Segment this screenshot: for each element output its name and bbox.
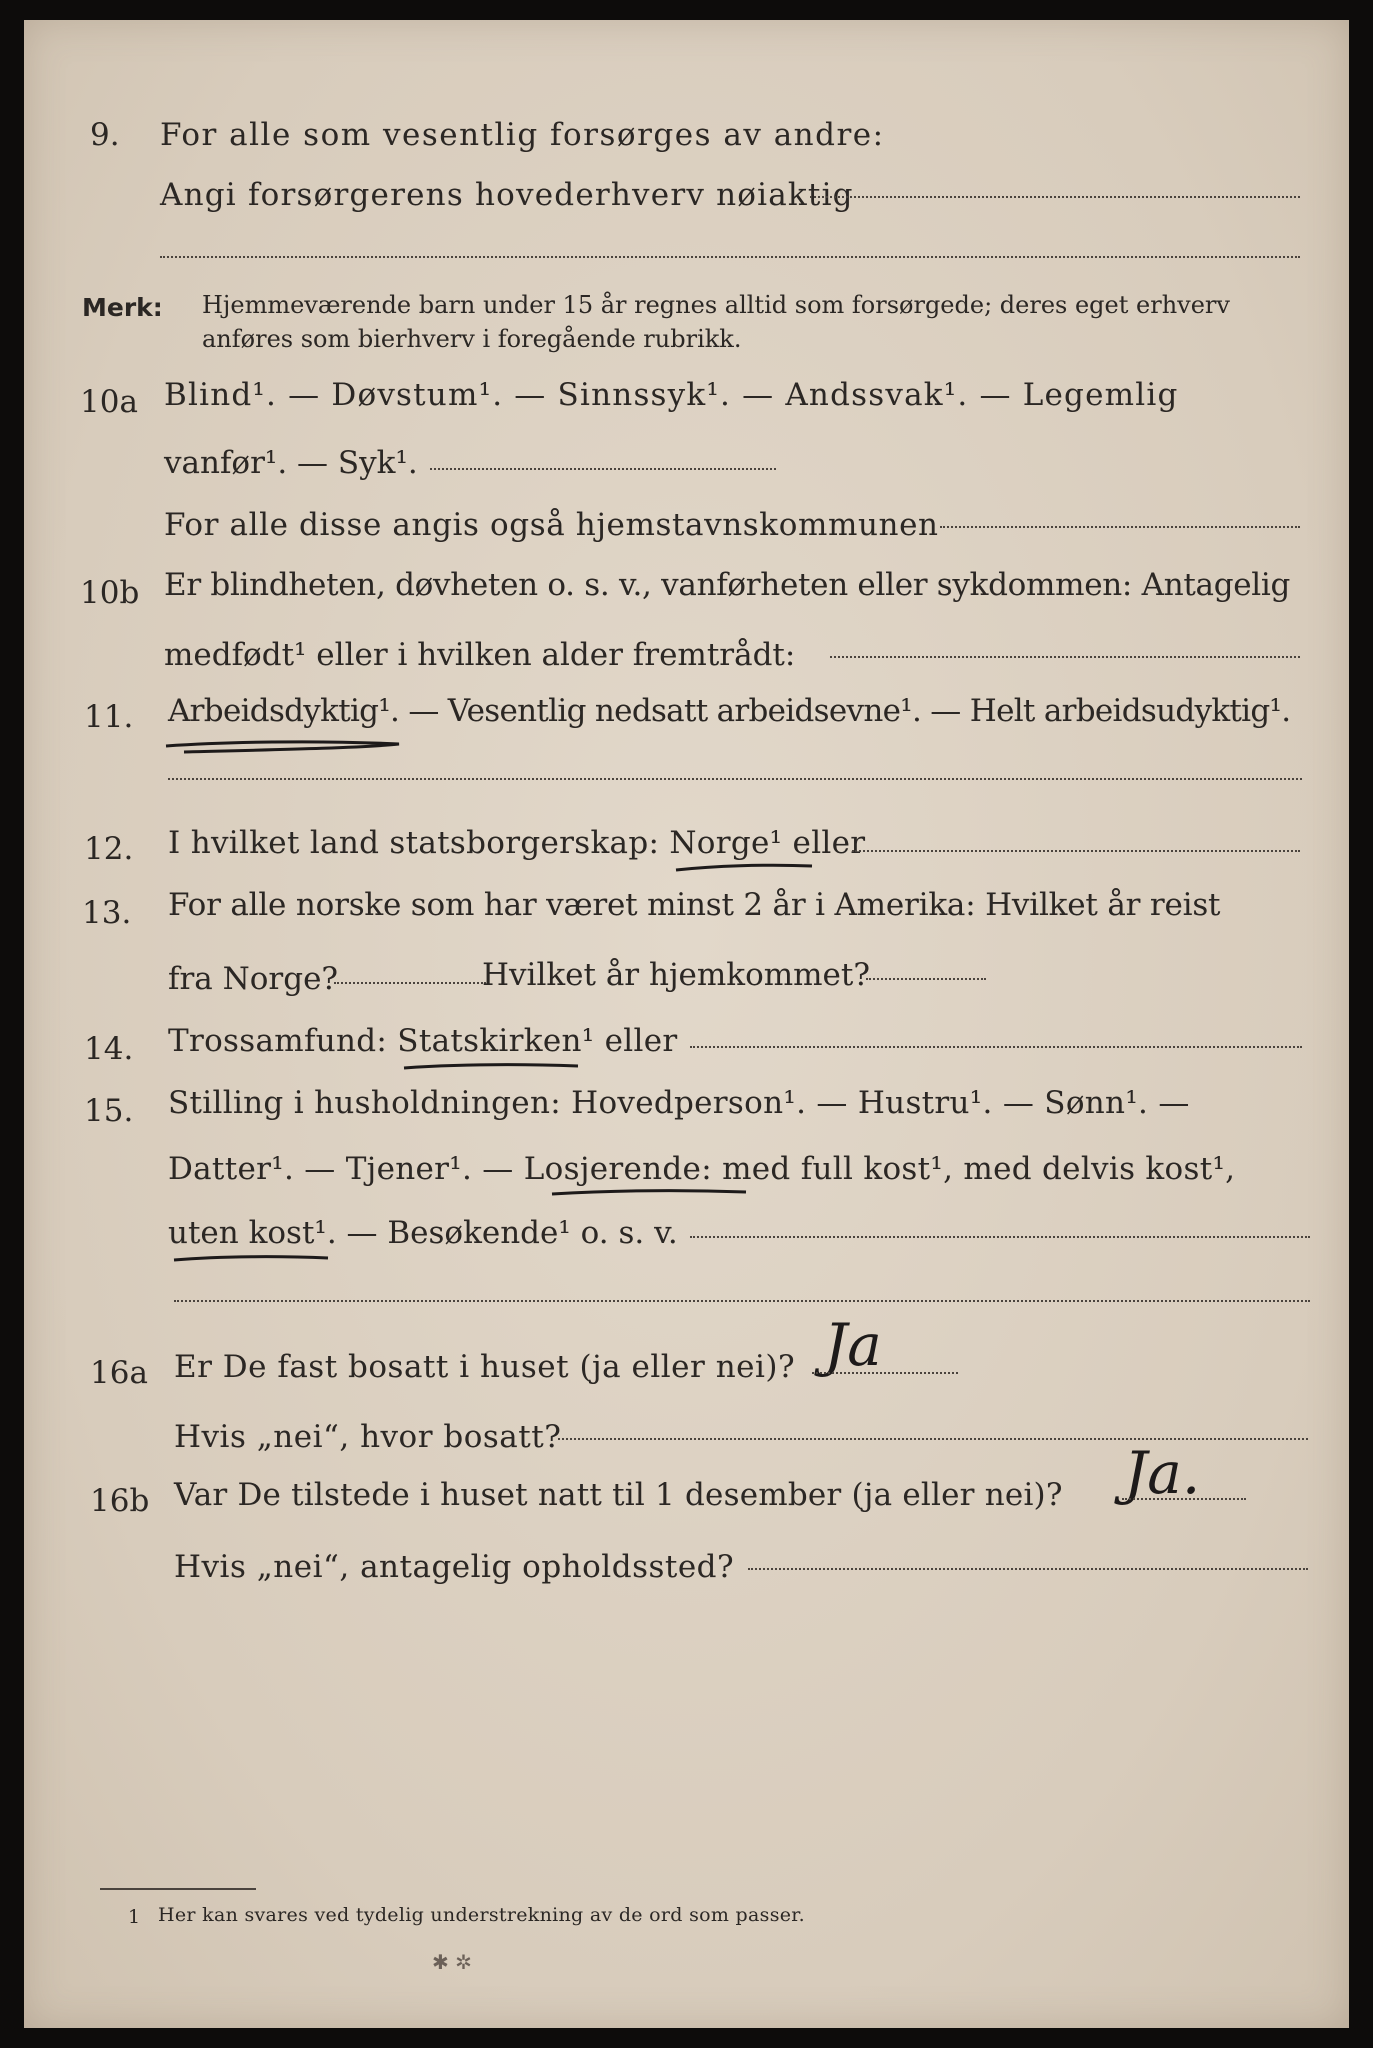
question-12-number: 12.: [84, 831, 134, 867]
question-11-answer-line[interactable]: [168, 778, 1302, 780]
merk-line2: anføres som bierhverv i foregående rubrikk.: [202, 325, 742, 353]
question-16b-line2: Hvis „nei“, antagelig opholdssted?: [174, 1549, 735, 1585]
question-10b-answer-line[interactable]: [830, 656, 1300, 658]
question-15-line1: Stilling i husholdningen: Hovedperson¹. — Hustru¹. — Sønn¹. —: [168, 1085, 1190, 1121]
question-16a-number: 16a: [90, 1355, 148, 1391]
question-10a-number: 10a: [80, 384, 138, 420]
merk-line1: Hjemmeværende barn under 15 år regnes alltid som forsørgede; deres eget erhverv: [202, 291, 1230, 319]
question-13-number: 13.: [82, 895, 132, 931]
merk-label: Merk:: [82, 293, 163, 322]
question-12-line1: I hvilket land statsborgerskap: Norge¹ eller: [168, 825, 866, 861]
question-9-answer-line[interactable]: [810, 196, 1300, 198]
question-15-line3: uten kost¹. — Besøkende¹ o. s. v.: [168, 1215, 678, 1251]
question-15-answer-line[interactable]: [690, 1236, 1310, 1238]
handwritten-answer-16b: Ja.: [1124, 1439, 1201, 1507]
question-9-line1: For alle som vesentlig forsørges av andre:: [160, 117, 885, 153]
question-16a-answer-line[interactable]: [812, 1372, 958, 1374]
question-9-answer-line-2[interactable]: [160, 256, 1300, 258]
question-10a-line3: For alle disse angis også hjemstavnskommunen: [164, 507, 939, 543]
underline-statskirken: [402, 1060, 582, 1078]
question-13-year-return-line[interactable]: [866, 978, 986, 980]
footnote-text: Her kan svares ved tydelig understrekning av de ord som passer.: [158, 1904, 805, 1926]
question-13-line2b: Hvilket år hjemkommet?: [482, 957, 870, 993]
question-10a-hometown-line[interactable]: [940, 526, 1300, 528]
question-13-year-left-line[interactable]: [334, 982, 486, 984]
question-10a-answer-line[interactable]: [430, 468, 776, 470]
question-15-number: 15.: [84, 1093, 134, 1129]
ink-smudge: ✱ ✲: [432, 1950, 472, 1974]
footnote-mark: 1: [128, 1906, 141, 1928]
underline-uten-kost: [172, 1252, 332, 1270]
question-10b-line1: Er blindheten, døvheten o. s. v., vanførheten eller sykdommen: Antagelig: [164, 567, 1291, 603]
question-10b-line2: medfødt¹ eller i hvilken alder fremtrådt:: [164, 637, 796, 673]
question-13-line2a: fra Norge?: [168, 961, 339, 997]
question-16a-line2: Hvis „nei“, hvor bosatt?: [174, 1419, 562, 1455]
question-10a-line1: Blind¹. — Døvstum¹. — Sinnssyk¹. — Andssvak¹. — Legemlig: [164, 377, 1179, 413]
question-15-line2: Datter¹. — Tjener¹. — Losjerende: med full kost¹, med delvis kost¹,: [168, 1151, 1236, 1187]
question-16b-line1: Var De tilstede i huset natt til 1 desember (ja eller nei)?: [174, 1477, 1063, 1513]
question-10a-line2: vanfør¹. — Syk¹.: [164, 445, 418, 481]
question-16b-answer-line[interactable]: [1122, 1498, 1246, 1500]
question-10b-number: 10b: [80, 575, 140, 611]
handwritten-answer-16a: Ja: [824, 1311, 882, 1379]
underline-norge: [674, 858, 814, 878]
question-16a-line1: Er De fast bosatt i huset (ja eller nei)?: [174, 1349, 796, 1385]
question-11-line1: Arbeidsdyktig¹. — Vesentlig nedsatt arbeidsevne¹. — Helt arbeidsudyktig¹.: [168, 693, 1291, 729]
underline-arbeidsdyktig: [164, 734, 404, 758]
question-12-answer-line[interactable]: [852, 850, 1300, 852]
question-14-answer-line[interactable]: [690, 1046, 1302, 1048]
underline-losjerende: [550, 1186, 750, 1204]
question-16b-whereabouts-line[interactable]: [748, 1568, 1308, 1570]
question-11-number: 11.: [84, 699, 134, 735]
footnote-rule: [100, 1888, 256, 1890]
census-form-page: [24, 20, 1349, 2028]
question-14-number: 14.: [84, 1031, 134, 1067]
question-16b-number: 16b: [90, 1483, 150, 1519]
question-9-number: 9.: [90, 117, 120, 153]
question-9-line2: Angi forsørgerens hovederhverv nøiaktig: [160, 177, 854, 213]
question-15-answer-line-2[interactable]: [174, 1300, 1310, 1302]
question-14-line1: Trossamfund: Statskirken¹ eller: [168, 1023, 678, 1059]
question-13-line1: For alle norske som har været minst 2 år i Amerika: Hvilket år reist: [168, 887, 1221, 923]
